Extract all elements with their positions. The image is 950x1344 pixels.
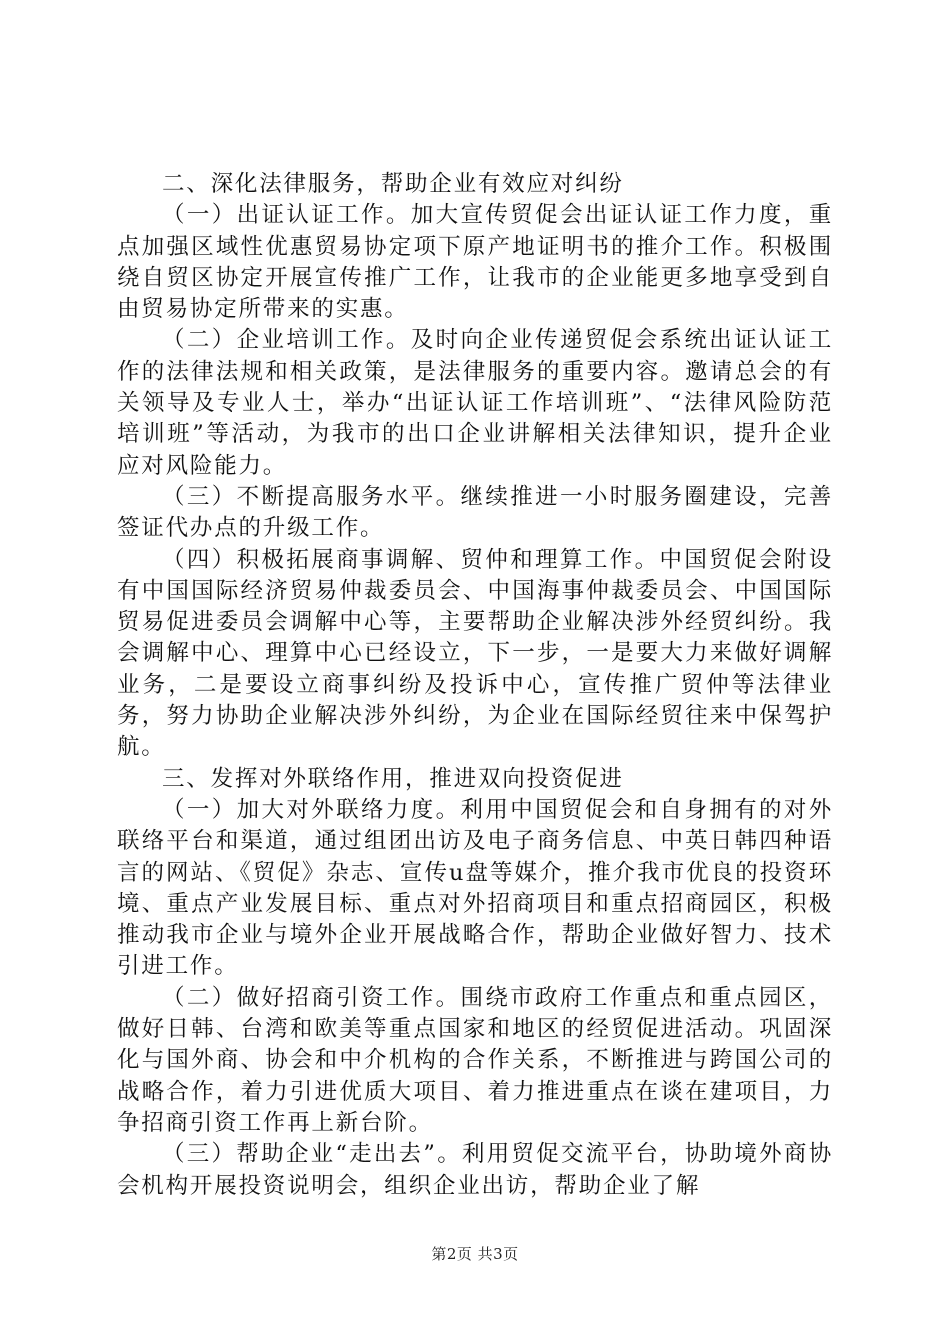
paragraph-service-level: （三）不断提高服务水平。继续推进一小时服务圈建设，完善签证代办点的升级工作。 [117,483,833,542]
document-body [117,169,833,1202]
page-number-footer: 第2页 共3页 [431,1245,519,1263]
paragraph-going-global: （三）帮助企业“走出去”。利用贸促交流平台，协助境外商协会机构开展投资说明会，组织企业出访，帮助企业了解 [117,1141,833,1199]
paragraph-investment: （二）做好招商引资工作。围绕市政府工作重点和重点园区，做好日韩、台湾和欧美等重点国家和地区的经贸促进活动。巩固深化与国外商、协会和中介机构的合作关系，不断推进与跨国公司的战略合作，着力引进优质大项目、着力推进重点在谈在建项目，力争招商引资工作再上新台阶。 [117,984,833,1136]
section-heading-2: 二、深化法律服务，帮助企业有效应对纠纷 [162,171,624,197]
paragraph-mediation: （四）积极拓展商事调解、贸仲和理算工作。中国贸促会附设有中国国际经济贸易仲裁委员会、中国海事仲裁委员会、中国国际贸易促进委员会调解中心等，主要帮助企业解决涉外经贸纠纷。我会调解中心、理算中心已经设立，下一步，一是要大力来做好调解业务，二是要设立商事纠纷及投诉中心，宣传推广贸仲等法律业务，努力协助企业解决涉外纠纷，为企业在国际经贸往来中保驾护航。 [117,546,833,761]
section-heading-3: 三、发挥对外联络作用，推进双向投资促进 [162,765,624,792]
paragraph-liaison: （一）加大对外联络力度。利用中国贸促会和自身拥有的对外联络平台和渠道，通过组团出访及电子商务信息、中英日韩四种语言的网站、《贸促》杂志、宣传u盘等媒介，推介我市优良的投资环境、重点产业发展目标、重点对外招商项目和重点招商园区，积极推动我市企业与境外企业开展战略合作，帮助企业做好智力、技术引进工作。 [117,796,833,980]
paragraph-training: （二）企业培训工作。及时向企业传递贸促会系统出证认证工作的法律法规和相关政策，是法律服务的重要内容。邀请总会的有关领导及专业人士，举办“出证认证工作培训班”、“法律风险防范培训班”等活动，为我市的出口企业讲解相关法律知识，提升企业应对风险能力。 [117,327,833,479]
paragraph-certification: （一）出证认证工作。加大宣传贸促会出证认证工作力度，重点加强区域性优惠贸易协定项下原产地证明书的推介工作。积极围绕自贸区协定开展宣传推广工作，让我市的企业能更多地享受到自由贸易协定所带来的实惠。 [117,202,833,323]
